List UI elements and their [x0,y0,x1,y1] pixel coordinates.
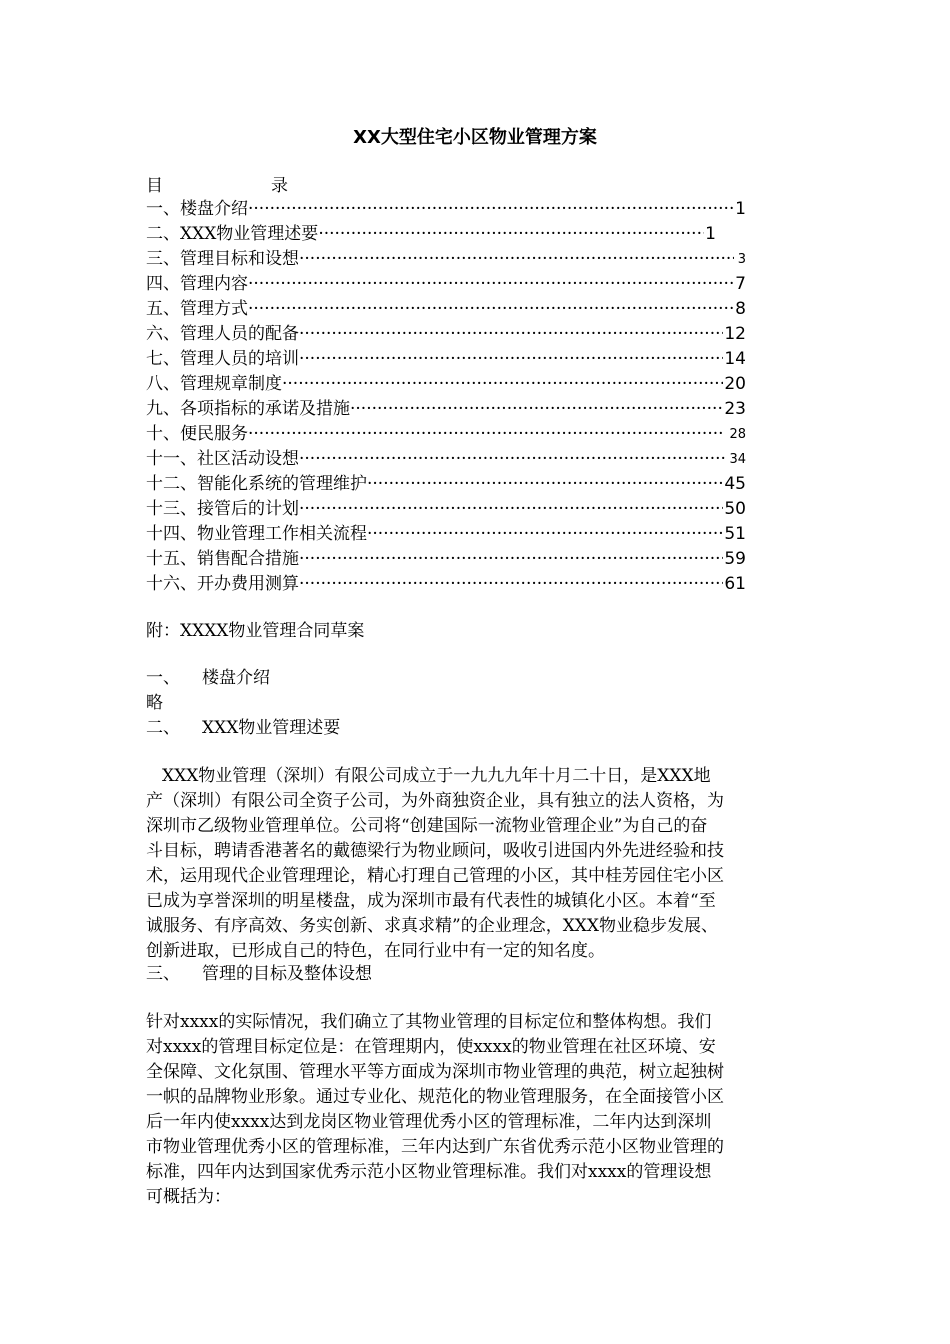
toc-entry-label: 七、管理人员的培训 [146,349,299,369]
toc-entry [146,447,746,472]
paragraph-line: 可概括为： [146,1187,231,1207]
section-3-heading [146,962,372,987]
paragraph-line: 诚服务、有序高效、务实创新、求真求精”的企业理念，XXX物业稳步发展、 [146,916,718,936]
toc-leader [282,372,723,397]
toc-entry [146,397,746,422]
paragraph-line: 已成为享誉深圳的明星楼盘，成为深圳市最有代表性的城镇化小区。本着“至 [146,891,716,911]
toc-heading-right: 录 [271,176,288,196]
paragraph-line: 市物业管理优秀小区的管理标准，三年内达到广东省优秀示范小区物业管理的 [146,1137,724,1157]
toc-leader [299,572,723,597]
document-title: XX大型住宅小区物业管理方案 [353,127,597,148]
toc-entry [146,522,746,547]
toc-entry-label: 十二、智能化系统的管理维护 [146,474,367,494]
toc-entry-label: 六、管理人员的配备 [146,324,299,344]
paragraph-line: 术，运用现代企业管理理论，精心打理自己管理的小区，其中桂芳园住宅小区 [146,866,724,886]
toc-entry-page: 28 [729,427,746,442]
toc-entry-page: 51 [724,524,746,544]
toc-entry-label: 十六、开办费用测算 [146,574,299,594]
toc-entry-page: 34 [729,452,746,467]
toc-leader [248,272,734,297]
toc-leader [318,222,704,247]
paragraph-line: 后一年内使xxxx达到龙岗区物业管理优秀小区的管理标准，二年内达到深圳 [146,1112,712,1132]
toc-leader [248,422,725,447]
section-1-title: 楼盘介绍 [202,668,270,688]
toc-entry-page: 59 [724,549,746,569]
toc-entry-label: 十五、销售配合措施 [146,549,299,569]
toc-leader [248,297,734,322]
paragraph-line: 产（深圳）有限公司全资子公司，为外商独资企业，具有独立的法人资格，为 [146,791,724,811]
toc-leader [350,397,723,422]
toc-entry-label: 十、便民服务 [146,424,248,444]
toc-leader [367,472,723,497]
toc-entry [146,422,746,447]
table-of-contents [146,197,746,597]
toc-leader [299,447,725,472]
toc-entry-page: 8 [735,299,746,319]
toc-entry-label: 四、管理内容 [146,274,248,294]
toc-entry-page: 23 [724,399,746,419]
toc-entry-page: 50 [724,499,746,519]
toc-entry-page: 3 [737,252,746,267]
toc-entry [146,547,746,572]
toc-entry-page: 1 [705,224,716,244]
toc-entry-page: 45 [724,474,746,494]
toc-leader [248,197,734,222]
section-1-body: 略 [146,693,163,713]
section-3-number: 三、 [146,964,180,984]
paragraph-line-text: XXX物业管理（深圳）有限公司成立于一九九九年十月二十日，是XXX地 [162,766,711,786]
paragraph-line: 一帜的品牌物业形象。通过专业化、规范化的物业管理服务，在全面接管小区 [146,1087,724,1107]
toc-heading [146,173,288,199]
toc-entry [146,472,746,497]
toc-entry [146,572,746,597]
toc-entry-page: 20 [724,374,746,394]
toc-entry [146,197,746,222]
paragraph-line [146,764,806,789]
section-2-number: 二、 [146,718,180,738]
toc-entry [146,322,746,347]
section-3-paragraph [146,1010,806,1210]
toc-entry [146,297,746,322]
toc-leader [367,522,723,547]
appendix-note: 附：XXXX物业管理合同草案 [146,621,365,641]
section-2-paragraph [146,764,806,964]
section-2-title: XXX物业管理述要 [202,718,341,738]
paragraph-line: 全保障、文化氛围、管理水平等方面成为深圳市物业管理的典范，树立起独树 [146,1062,724,1082]
toc-entry-label: 十四、物业管理工作相关流程 [146,524,367,544]
toc-entry [146,272,746,297]
paragraph-line: 深圳市乙级物业管理单位。公司将“创建国际一流物业管理企业”为自己的奋 [146,816,708,836]
paragraph-line: 对xxxx的管理目标定位是：在管理期内，使xxxx的物业管理在社区环境、安 [146,1037,716,1057]
toc-entry-page: 14 [724,349,746,369]
toc-entry-page: 7 [735,274,746,294]
toc-entry-label: 一、楼盘介绍 [146,199,248,219]
toc-entry [146,347,746,372]
toc-entry-page: 1 [735,199,746,219]
section-3-title: 管理的目标及整体设想 [202,964,372,984]
toc-heading-left: 目 [146,176,163,196]
toc-entry-label: 二、XXX物业管理述要 [146,224,319,244]
toc-entry-label: 九、各项指标的承诺及措施 [146,399,350,419]
toc-entry [146,372,746,397]
toc-leader [299,547,723,572]
toc-leader [299,322,723,347]
section-2-heading [146,716,340,741]
toc-entry-label: 十一、社区活动设想 [146,449,299,469]
toc-entry-page: 61 [724,574,746,594]
toc-leader [299,497,723,522]
toc-leader [299,347,723,372]
paragraph-line: 斗目标，聘请香港著名的戴德梁行为物业顾问，吸收引进国内外先进经验和技 [146,841,724,861]
paragraph-line: 针对xxxx的实际情况，我们确立了其物业管理的目标定位和整体构想。我们 [146,1012,712,1032]
paragraph-line: 标准，四年内达到国家优秀示范小区物业管理标准。我们对xxxx的管理设想 [146,1162,712,1182]
toc-entry [146,222,716,247]
toc-leader [299,247,734,272]
section-1-number: 一、 [146,668,180,688]
toc-entry-label: 八、管理规章制度 [146,374,282,394]
toc-entry-label: 三、管理目标和设想 [146,249,299,269]
paragraph-line: 创新进取，已形成自己的特色，在同行业中有一定的知名度。 [146,941,605,961]
section-1-heading [146,666,270,691]
toc-entry-page: 12 [724,324,746,344]
toc-entry [146,497,746,522]
toc-entry [146,247,746,272]
toc-entry-label: 十三、接管后的计划 [146,499,299,519]
toc-entry-label: 五、管理方式 [146,299,248,319]
